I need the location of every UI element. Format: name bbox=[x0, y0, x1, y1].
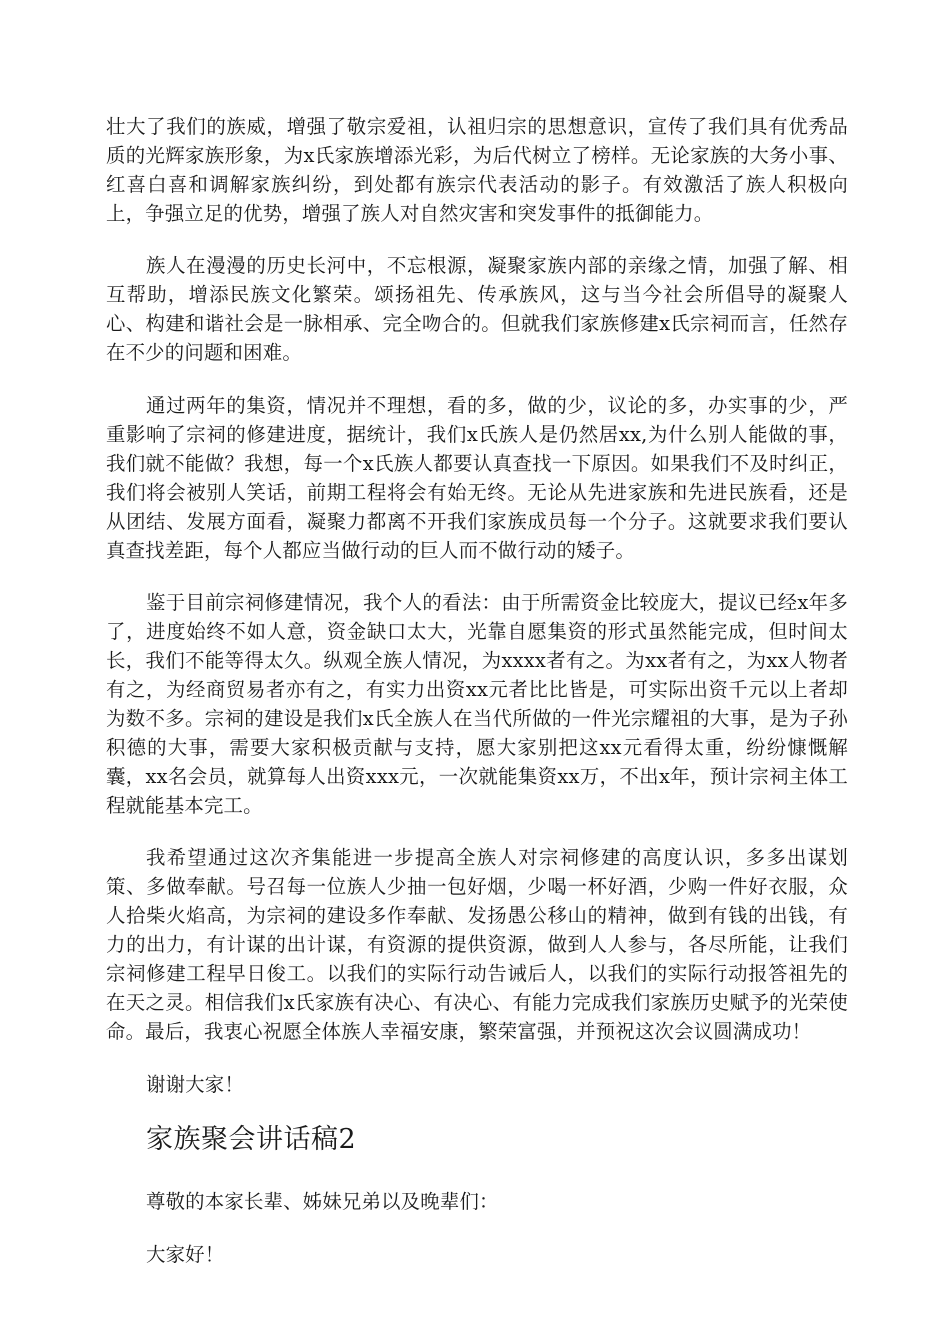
thanks-line: 谢谢大家！ bbox=[146, 1073, 244, 1096]
paragraph-4: 鉴于目前宗祠修建情况，我个人的看法：由于所需资金比较庞大，提议已经x年多了，进度始终不如人意，资金缺口太大，光靠自愿集资的形式虽然能完成，但时间太长，我们不能等得太久。纵观全族人情况，为xxxx者有之。为xx者有之，为xx人物者有之，为经商贸易者亦有之，有实力出资xx元者比比皆是，可实际出资千元以上者却为数不多。宗祠的建设是我们x氏全族人在当代所做的一件光宗耀祖的大事，是为子孙积德的大事，需要大家积极贡献与支持，愿大家别把这xx元看得太重，纷纷慷慨解囊，xx名会员，就算每人出资xxx元，一次就能集资xx万，不出x年，预计宗祠主体工程就能基本完工。 bbox=[106, 591, 848, 817]
paragraph-2: 族人在漫漫的历史长河中，不忘根源，凝聚家族内部的亲缘之情，加强了解、相互帮助，增添民族文化繁荣。颂扬祖先、传承族风，这与当今社会所倡导的凝聚人心、构建和谐社会是一脉相承、完全吻合的。但就我们家族修建x氏宗祠而言，任然存在不少的问题和困难。 bbox=[106, 254, 848, 364]
document-page bbox=[106, 112, 848, 1269]
section-heading: 家族聚会讲话稿2 bbox=[146, 1124, 357, 1155]
greeting-line: 尊敬的本家长辈、姊妹兄弟以及晚辈们： bbox=[146, 1190, 499, 1213]
paragraph-1: 壮大了我们的族威，增强了敬宗爱祖，认祖归宗的思想意识，宣传了我们具有优秀品质的光辉家族形象，为x氏家族增添光彩，为后代树立了榜样。无论家族的大务小事、红喜白喜和调解家族纠纷，到处都有族宗代表活动的影子。有效激活了族人积极向上，争强立足的优势，增强了族人对自然灾害和突发事件的抵御能力。 bbox=[106, 115, 848, 225]
salutation-line: 大家好！ bbox=[146, 1243, 225, 1266]
paragraph-3: 通过两年的集资，情况并不理想，看的多，做的少，议论的多，办实事的少，严重影响了宗祠的修建进度，据统计，我们x氏族人是仍然居xx,为什么别人能做的事，我们就不能做？我想，每一个x氏族人都要认真查找一下原因。如果我们不及时纠正，我们将会被别人笑话，前期工程将会有始无终。无论从先进家族和先进民族看，还是从团结、发展方面看，凝聚力都离不开我们家族成员每一个分子。这就要求我们要认真查找差距，每个人都应当做行动的巨人而不做行动的矮子。 bbox=[106, 394, 848, 562]
paragraph-5: 我希望通过这次齐集能进一步提高全族人对宗祠修建的高度认识，多多出谋划策、多做奉献。号召每一位族人少抽一包好烟，少喝一杯好酒，少购一件好衣服，众人拾柴火焰高，为宗祠的建设多作奉献、发扬愚公移山的精神，做到有钱的出钱，有力的出力，有计谋的出计谋，有资源的提供资源，做到人人参与，各尽所能，让我们宗祠修建工程早日俊工。以我们的实际行动告诫后人，以我们的实际行动报答祖先的在天之灵。相信我们x氏家族有决心、有决心、有能力完成我们家族历史赋予的光荣使命。最后，我衷心祝愿全体族人幸福安康，繁荣富强，并预祝这次会议圆满成功！ bbox=[106, 846, 848, 1043]
